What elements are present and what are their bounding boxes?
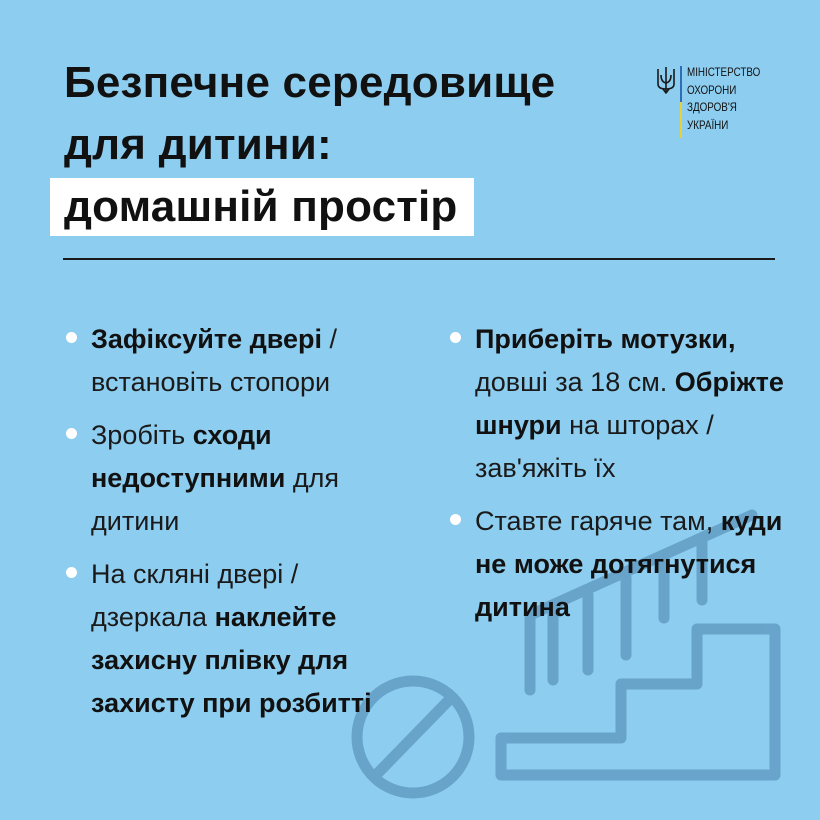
- bullet-icon: [66, 332, 77, 343]
- title-line-1: Безпечне середовище: [64, 58, 556, 107]
- tip-item: [448, 318, 788, 490]
- bullet-icon: [450, 514, 461, 525]
- title-highlight: домашній простір: [50, 178, 474, 236]
- ministry-name-line: ЗДОРОВ'Я: [687, 100, 737, 114]
- tip-text: Ставте гаряче там,: [475, 506, 721, 536]
- tip-text: для дитини: [91, 463, 339, 536]
- ministry-name-line: УКРАЇНИ: [687, 117, 729, 132]
- tip-text: довші за 18 см.: [475, 367, 675, 397]
- tip-text: / встановіть стопори: [91, 324, 337, 397]
- tip-bold: куди не може дотягнутися дитина: [475, 506, 783, 622]
- tip-item: [64, 318, 404, 404]
- tips-left-column: [64, 318, 404, 735]
- tip-bold: Зафіксуйте двері: [91, 324, 322, 354]
- tip-bold: наклейте захисну плівку для захисту при розбитті: [91, 602, 372, 718]
- tip-text: на шторах / зав'яжіть їх: [475, 410, 714, 483]
- bullet-icon: [66, 428, 77, 439]
- tip-text: Зробіть: [91, 420, 193, 450]
- bullet-icon: [66, 567, 77, 578]
- tip-bold: сходи недоступними: [91, 420, 286, 493]
- title-line-2: для дитини:: [64, 120, 332, 169]
- tip-bold: Приберіть мотузки,: [475, 324, 736, 354]
- bullet-icon: [450, 332, 461, 343]
- ministry-name-line: МІНІСТЕРСТВО: [687, 65, 761, 79]
- ministry-name-line: ОХОРОНИ: [687, 82, 737, 97]
- tip-item: [448, 500, 788, 629]
- tip-bold: Обріжте шнури: [475, 367, 784, 440]
- tips-right-column: [448, 318, 788, 639]
- tip-item: [64, 553, 404, 725]
- tip-item: [64, 414, 404, 543]
- tip-text: На скляні двері / дзеркала: [91, 559, 299, 632]
